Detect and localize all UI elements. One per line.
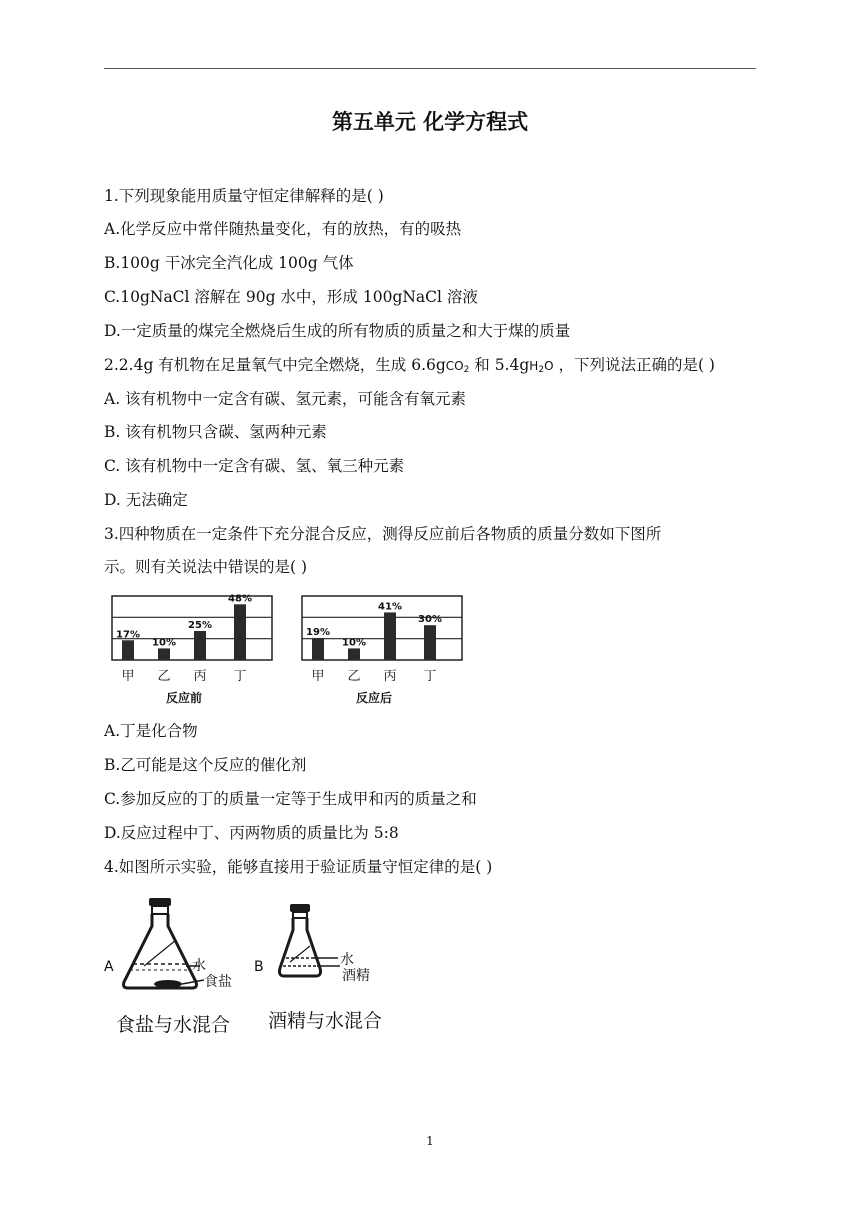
flask-a	[124, 898, 205, 988]
page-number: 1	[426, 1134, 434, 1148]
chart-bar	[122, 640, 134, 660]
q3-option-c: C.参加反应的丁的质量一定等于生成甲和丙的质量之和	[104, 790, 477, 808]
chart-bar	[312, 638, 324, 660]
header-rule	[104, 68, 756, 69]
q1-option-c: C.10gNaCl 溶解在 90g 水中，形成 100gNaCl 溶液	[104, 288, 478, 306]
q2-stem-part-a: 2.2.4g 有机物在足量氧气中完全燃烧，生成 6.6g	[104, 356, 446, 374]
fig-a-salt-label: 食盐	[204, 974, 232, 990]
h2o-formula: $H_2O$	[529, 359, 554, 375]
q1-option-b: B.100g 干冰完全汽化成 100g 气体	[104, 254, 354, 272]
chart-value-label: 10%	[152, 637, 176, 649]
q3-option-b: B.乙可能是这个反应的催化剂	[104, 756, 307, 774]
q3-option-d: D.反应过程中丁、丙两物质的质量比为 5:8	[104, 824, 399, 842]
q1-option-d: D.一定质量的煤完全燃烧后生成的所有物质的质量之和大于煤的质量	[104, 322, 571, 340]
chart-value-label: 10%	[342, 637, 366, 649]
chart-after	[294, 592, 474, 712]
flask-b	[280, 904, 341, 976]
q3-stem-line1: 3.四种物质在一定条件下充分混合反应，测得反应前后各物质的质量分数如下图所	[104, 525, 662, 543]
fig-a-letter: A	[104, 959, 114, 975]
fig-a-water-label: 水	[192, 958, 206, 974]
chart-bar	[424, 625, 436, 660]
chart-title: 反应前	[165, 691, 203, 705]
q3-option-a: A.丁是化合物	[104, 722, 198, 740]
q2-option-d: D. 无法确定	[104, 491, 188, 509]
co2-formula: $CO_2$	[445, 359, 470, 375]
q2-stem-part-b: 和 5.4g	[474, 356, 530, 374]
chart-category-label: 丁	[423, 669, 437, 684]
q3-stem-line2: 示。则有关说法中错误的是( )	[104, 558, 308, 576]
q2-stem	[104, 355, 715, 380]
q4-figure	[100, 892, 420, 1042]
q4-stem: 4.如图所示实验，能够直接用于验证质量守恒定律的是( )	[104, 858, 493, 876]
q2-option-c: C. 该有机物中一定含有碳、氢、氧三种元素	[104, 457, 405, 475]
chart-value-label: 48%	[228, 593, 252, 605]
fig-b-alcohol-label: 酒精	[342, 968, 370, 984]
q1-stem: 1.下列现象能用质量守恒定律解释的是( )	[104, 187, 384, 205]
chart-category-label: 丙	[193, 669, 207, 684]
chart-bar	[384, 612, 396, 660]
chart-value-label: 17%	[116, 629, 140, 641]
chart-value-label: 30%	[418, 614, 442, 626]
q1-option-a: A.化学反应中常伴随热量变化，有的放热，有的吸热	[104, 220, 462, 238]
chart-bar	[158, 648, 170, 660]
q2-stem-part-c: ，下列说法正确的是( )	[558, 356, 715, 374]
chart-value-label: 19%	[306, 626, 330, 638]
fig-b-letter: B	[254, 959, 264, 975]
page-title: 第五单元 化学方程式	[331, 110, 529, 134]
chart-category-label: 乙	[157, 669, 171, 684]
chart-category-label: 甲	[121, 669, 135, 684]
chart-value-label: 25%	[188, 620, 212, 631]
q2-option-b: B. 该有机物只含碳、氢两种元素	[104, 423, 327, 441]
chart-title: 反应后	[355, 691, 393, 705]
chart-bar	[194, 631, 206, 660]
fig-a-caption: 食盐与水混合	[116, 1014, 231, 1036]
q2-option-a: A. 该有机物中一定含有碳、氢元素，可能含有氧元素	[104, 390, 467, 408]
chart-category-label: 丙	[383, 669, 397, 684]
chart-category-label: 丁	[233, 669, 247, 684]
chart-bar	[234, 604, 246, 660]
chart-before	[104, 592, 284, 712]
chart-category-label: 乙	[347, 669, 361, 684]
fig-b-caption: 酒精与水混合	[268, 1010, 383, 1032]
chart-category-label: 甲	[311, 669, 325, 684]
chart-bar	[348, 648, 360, 660]
chart-value-label: 41%	[378, 601, 402, 613]
fig-b-water-label: 水	[340, 952, 354, 968]
